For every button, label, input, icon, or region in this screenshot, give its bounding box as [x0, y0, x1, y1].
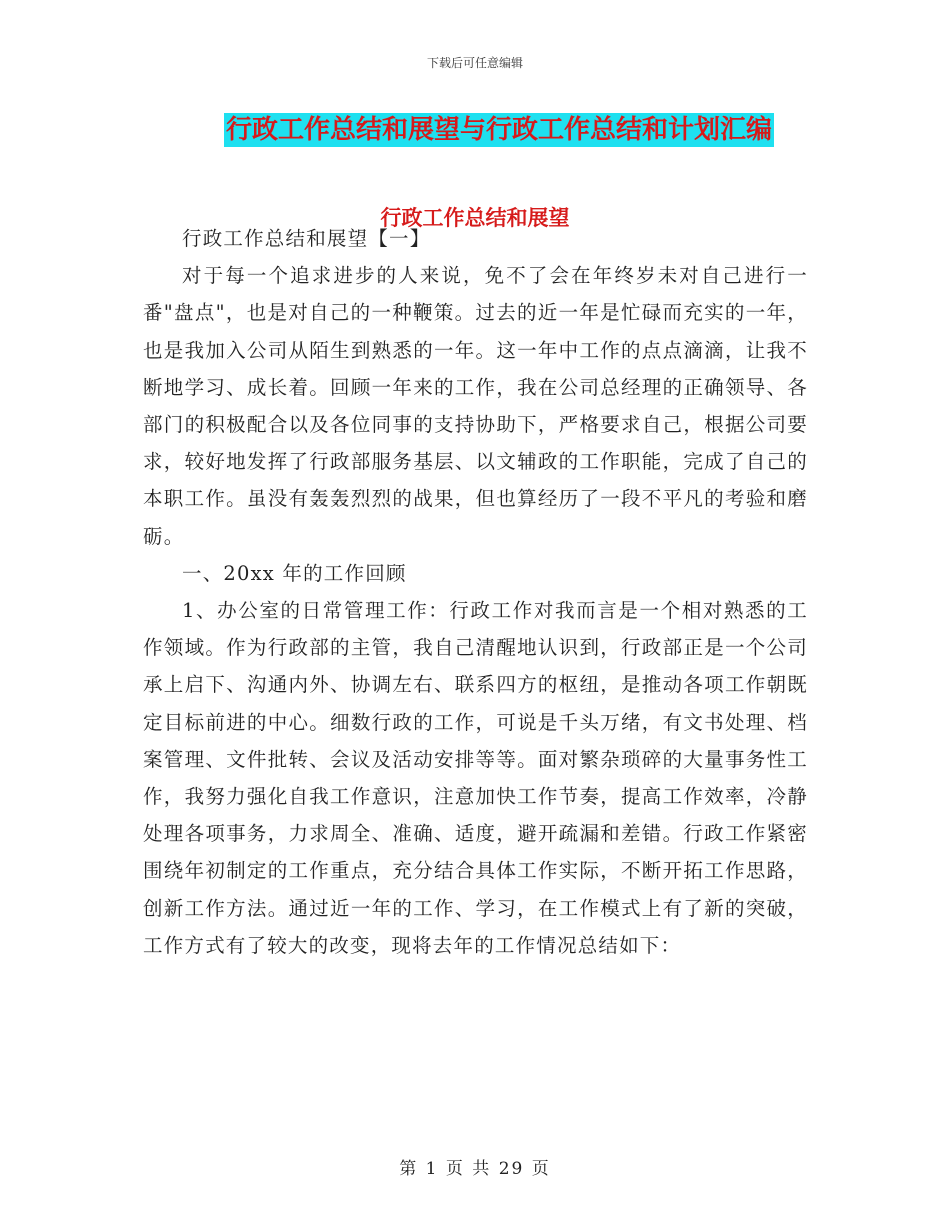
document-title-text: 行政工作总结和展望与行政工作总结和计划汇编 — [225, 115, 772, 145]
paragraph-subheading: 行政工作总结和展望【一】 — [182, 227, 431, 250]
document-title — [0, 113, 950, 147]
document-body — [143, 220, 808, 964]
paragraph-section-heading: 一、20xx 年的工作回顾 — [182, 561, 407, 585]
section-title: 行政工作总结和展望 — [380, 206, 570, 230]
paragraph-office-management: 1、办公室的日常管理工作：行政工作对我而言是一个相对熟悉的工作领域。作为行政部的主管，我自己清醒地认识到，行政部正是一个公司承上启下、沟通内外、协调左右、联系四方的枢纽，是推动各项工作朝既定目标前进的中心。细数行政的工作，可说是千头万绪，有文书处理、档案管理、文件批转、会议及活动安排等等。面对繁杂琐碎的大量事务性工作，我努力强化自我工作意识，注意加快工作节奏，提高工作效率，冷静处理各项事务，力求周全、准确、适度，避开疏漏和差错。行政工作紧密围绕年初制定的工作重点，充分结合具体工作实际，不断开拓工作思路，创新工作方法。通过近一年的工作、学习，在工作模式上有了新的突破，工作方式有了较大的改变，现将去年的工作情况总结如下： — [143, 599, 808, 957]
paragraph-intro: 对于每一个追求进步的人来说，免不了会在年终岁未对自己进行一番"盘点"，也是对自己的一种鞭策。过去的近一年是忙碌而充实的一年，也是我加入公司从陌生到熟悉的一年。这一年中工作的点点滴滴，让我不断地学习、成长着。回顾一年来的工作，我在公司总经理的正确领导、各部门的积极配合以及各位同事的支持协助下，严格要求自己，根据公司要求，较好地发挥了行政部服务基层、以文辅政的工作职能，完成了自己的本职工作。虽没有轰轰烈烈的战果，但也算经历了一段不平凡的考验和磨砺。 — [143, 264, 808, 548]
page-number: 第 1 页 共 29 页 — [399, 1159, 551, 1179]
page-header-note: 下载后可任意编辑 — [426, 56, 523, 70]
